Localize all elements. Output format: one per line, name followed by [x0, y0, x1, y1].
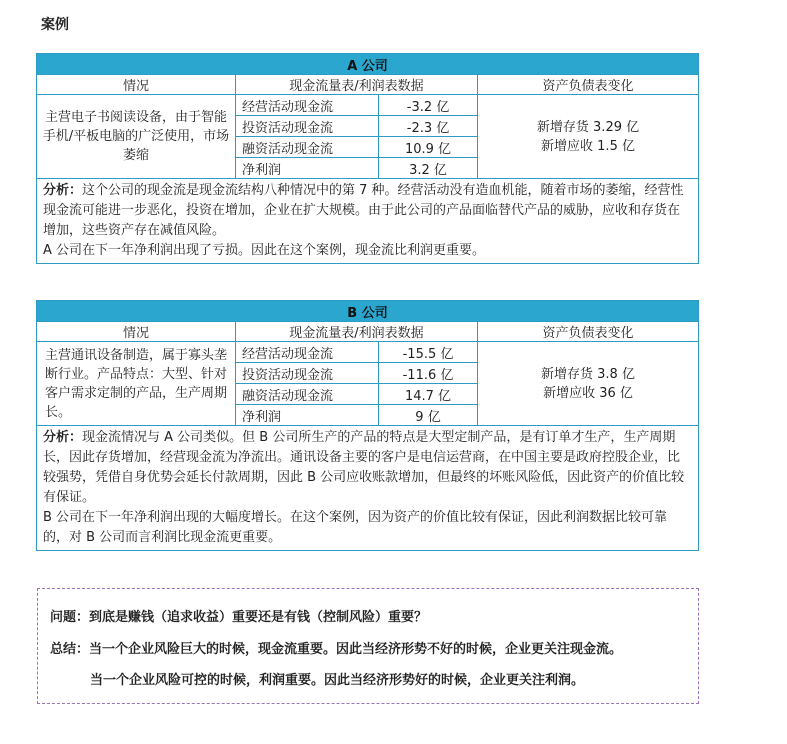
summary-line-1: 总结：当一个企业风险巨大的时候，现金流重要。因此当经济形势不好的时候，企业更关注现金流。: [50, 642, 623, 657]
balance-line: 新增存货 3.29 亿: [536, 119, 640, 135]
company-a-table: [36, 53, 699, 264]
metric-value: 10.9 亿: [379, 137, 478, 158]
analysis-conclusion: A 公司在下一年净利润出现了亏损。因此在这个案例，现金流比利润更重要。: [43, 243, 486, 258]
header-balance: 资产负债表变化: [478, 322, 699, 342]
analysis-text: 这个公司的现金流是现金流结构八种情况中的第 7 种。经营活动没有造血机能，随着市场的萎缩，经营性现金流可能进一步恶化，投资在增加，企业在扩大规模。由于此公司的产品面临替代产品的威胁，应收和存货在增加，这些资产存在减值风险。: [43, 183, 684, 238]
company-b-table: [36, 300, 699, 551]
balance-line: 新增应收 36 亿: [543, 385, 633, 401]
analysis-label: 分析：: [43, 430, 83, 445]
header-balance: 资产负债表变化: [478, 75, 699, 95]
summary-question: 问题：到底是赚钱（追求收益）重要还是有钱（控制风险）重要？: [50, 610, 428, 625]
metric-value: 3.2 亿: [379, 158, 478, 179]
page-heading: 案例: [41, 17, 69, 33]
company-b-situation: 主营通讯设备制造，属于寡头垄断行业。产品特点：大型、针对客户需求定制的产品，生产周期长。: [37, 342, 236, 426]
analysis-label: 分析：: [43, 183, 83, 198]
company-a-title: A 公司: [37, 54, 699, 75]
company-a-situation: 主营电子书阅读设备，由于智能手机/平板电脑的广泛使用，市场萎缩: [37, 95, 236, 179]
company-a-analysis: [37, 179, 699, 264]
analysis-text: 现金流情况与 A 公司类似。但 B 公司所生产的产品的特点是大型定制产品，是有订单才生产，生产周期长，因此存货增加，经营现金流为净流出。通讯设备主要的客户是电信运营商，在中国主要是政府控股企业，比较强势，凭借自身优势会延长付款周期，因此 B 公司应收账款增加，但最终的坏账风险低，因此资产的价值比较有保证。: [43, 430, 685, 505]
metric-label: 净利润: [236, 158, 379, 179]
analysis-conclusion: B 公司在下一年净利润出现的大幅度增长。在这个案例，因为资产的价值比较有保证，因此利润数据比较可靠的，对 B 公司而言利润比现金流更重要。: [43, 510, 668, 545]
metric-value: 14.7 亿: [379, 384, 478, 405]
header-situation: 情况: [37, 322, 236, 342]
metric-label: 经营活动现金流: [236, 95, 379, 116]
summary-box: [37, 588, 699, 704]
company-a-balance: [478, 95, 699, 179]
metric-label: 经营活动现金流: [236, 342, 379, 363]
company-b-analysis: [37, 426, 699, 551]
company-b-title: B 公司: [37, 301, 699, 322]
metric-label: 投资活动现金流: [236, 116, 379, 137]
metric-label: 净利润: [236, 405, 379, 426]
metric-label: 融资活动现金流: [236, 384, 379, 405]
summary-line-2: 当一个企业风险可控的时候，利润重要。因此当经济形势好的时候，企业更关注利润。: [90, 673, 585, 688]
header-situation: 情况: [37, 75, 236, 95]
header-cashflow: 现金流量表/利润表数据: [236, 75, 478, 95]
metric-value: -15.5 亿: [379, 342, 478, 363]
metric-value: -3.2 亿: [379, 95, 478, 116]
balance-line: 新增应收 1.5 亿: [541, 138, 635, 154]
metric-label: 投资活动现金流: [236, 363, 379, 384]
company-b-balance: [478, 342, 699, 426]
balance-line: 新增存货 3.8 亿: [541, 366, 635, 382]
metric-value: -11.6 亿: [379, 363, 478, 384]
metric-value: 9 亿: [379, 405, 478, 426]
metric-label: 融资活动现金流: [236, 137, 379, 158]
metric-value: -2.3 亿: [379, 116, 478, 137]
header-cashflow: 现金流量表/利润表数据: [236, 322, 478, 342]
